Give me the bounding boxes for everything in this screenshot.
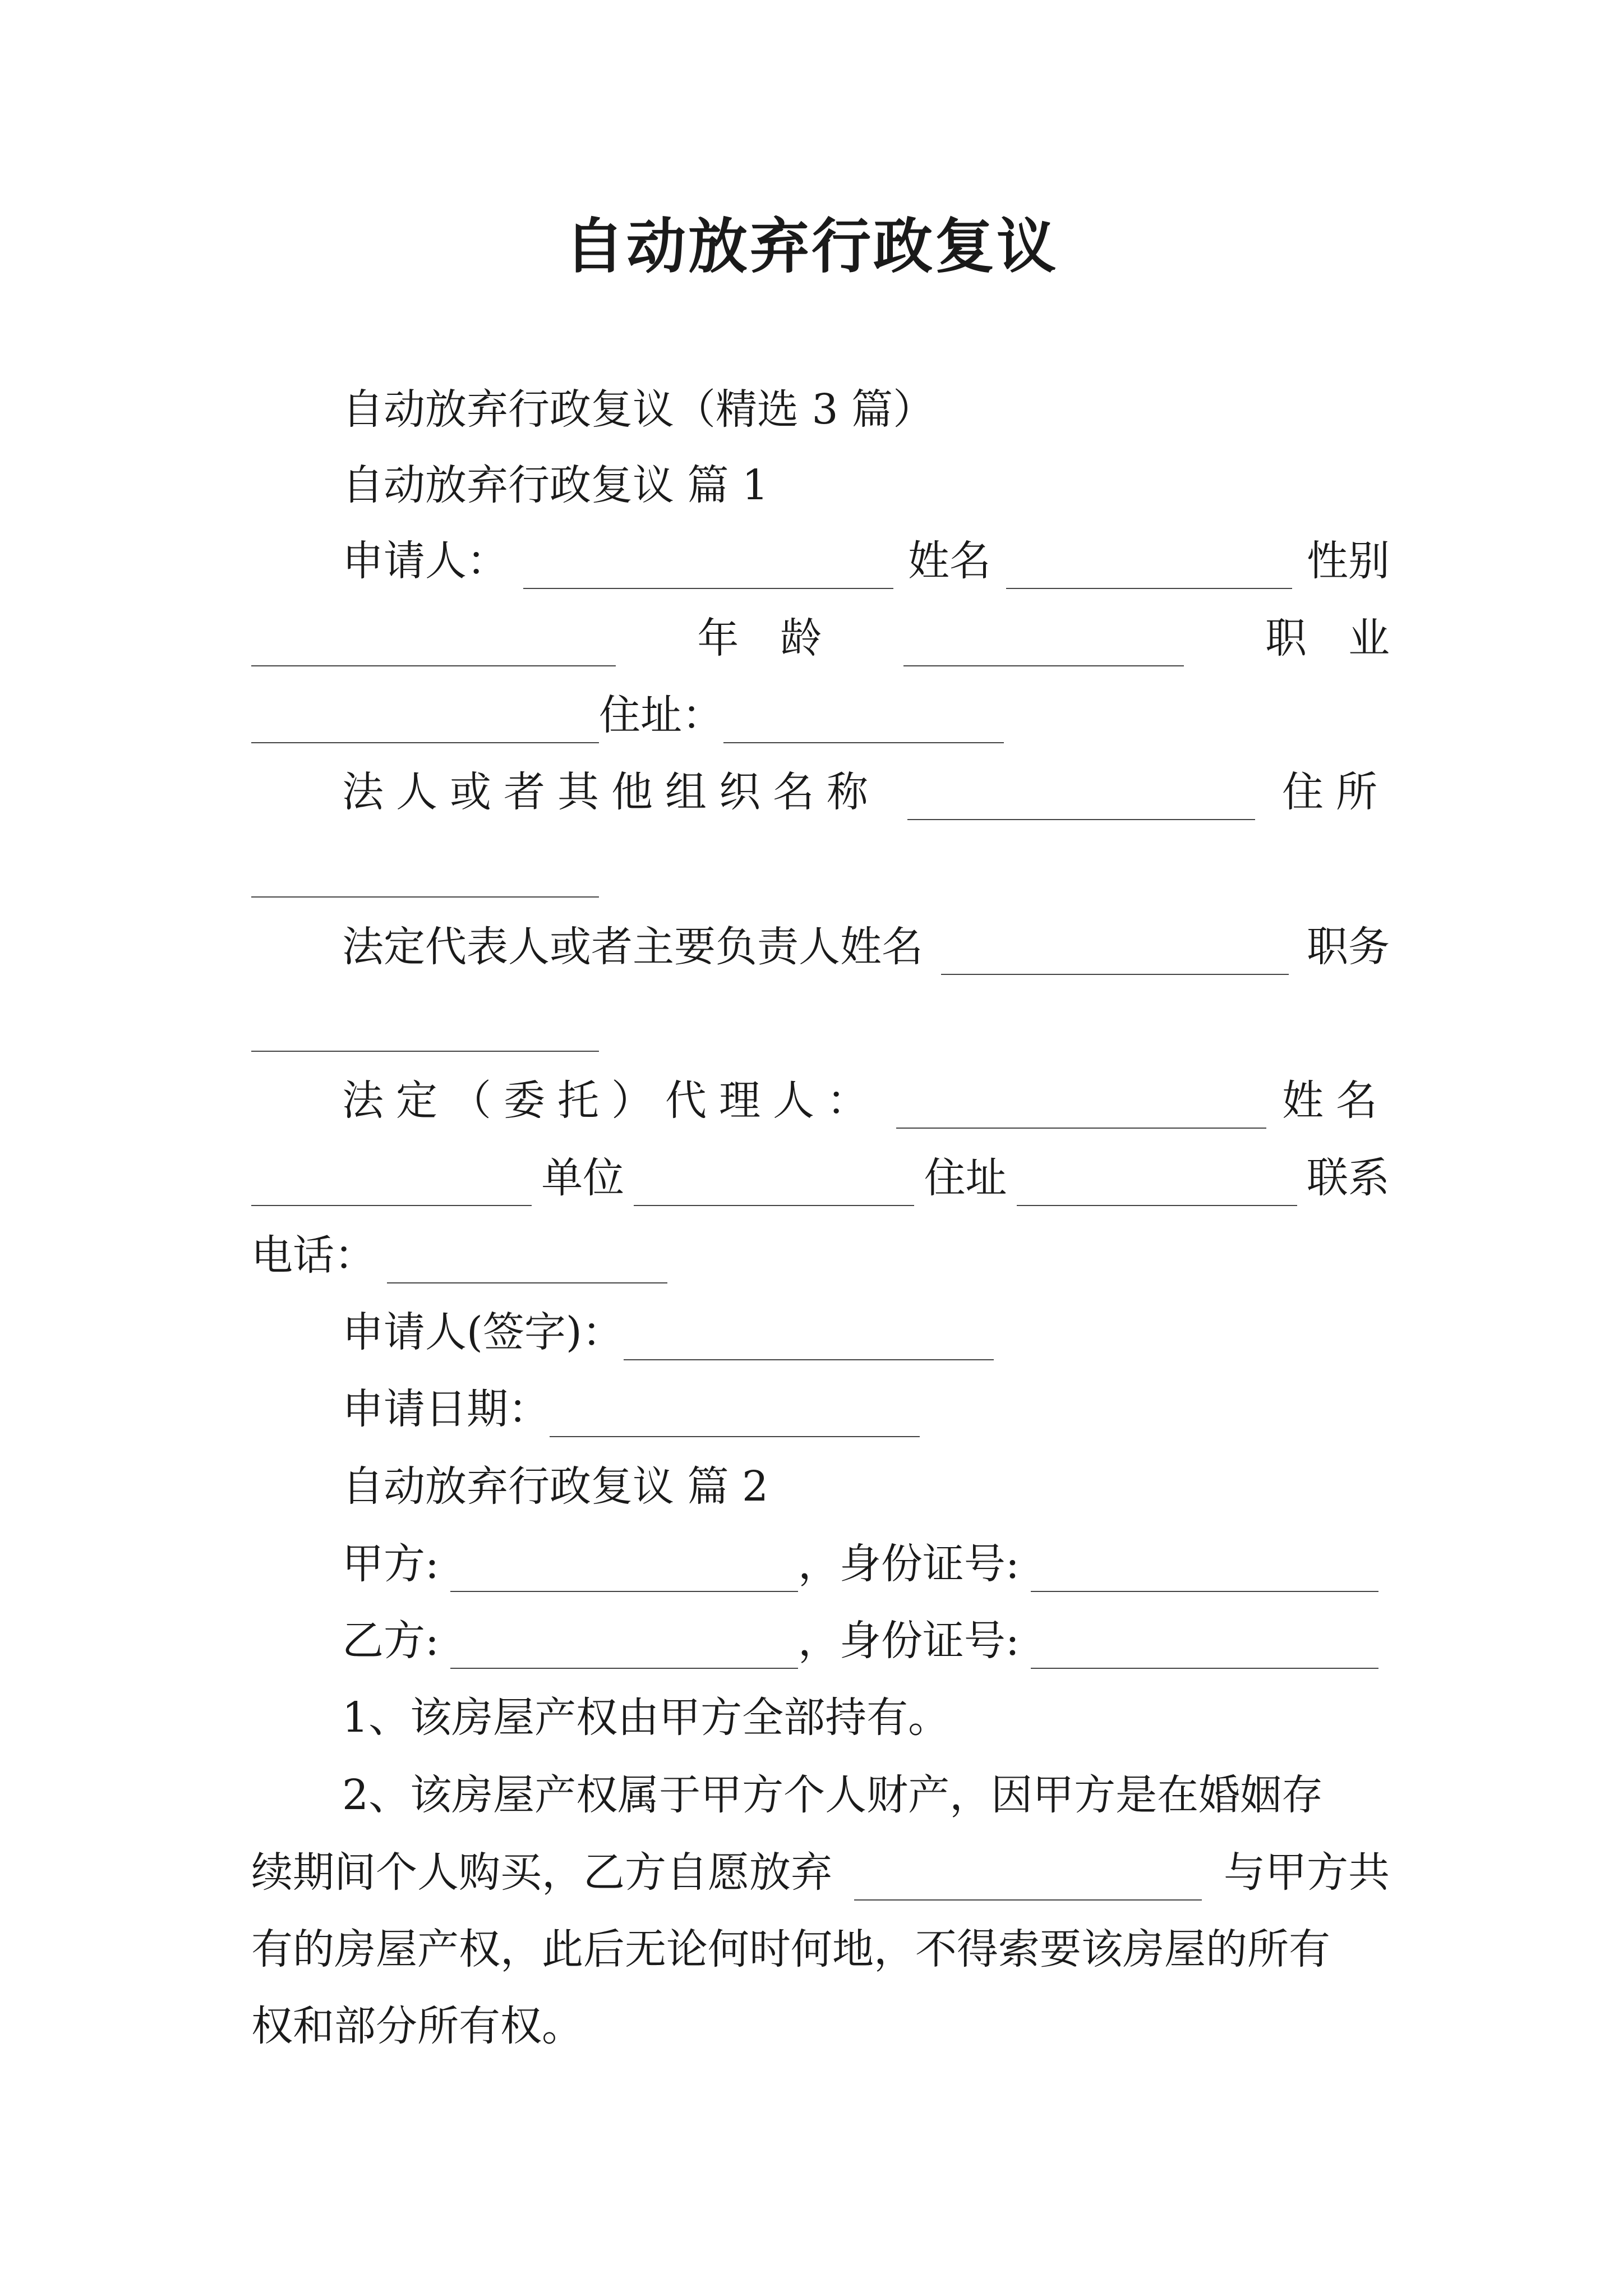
party-a-id-label: ，身份证号: xyxy=(797,1540,1020,1588)
date-blank[interactable] xyxy=(550,1397,920,1437)
date-line xyxy=(342,1381,1390,1437)
phone-line xyxy=(251,1227,1390,1283)
clause1-text: 1、该房屋产权由甲方全部持有。 xyxy=(342,1694,950,1742)
duty-line xyxy=(251,996,1390,1052)
sign-line xyxy=(342,1304,1390,1360)
sign-label: 申请人(签字)： xyxy=(342,1308,624,1356)
address2-label: 住址 xyxy=(924,1154,1007,1202)
clause2-line2a-text: 续期间个人购买，乙方自愿放弃 xyxy=(251,1848,832,1897)
party-b-label: 乙方: xyxy=(342,1617,439,1665)
duty-blank[interactable] xyxy=(251,1011,599,1052)
subtitle xyxy=(342,381,1390,438)
subtitle-text: 自动放弃行政复议（精选 3 篇） xyxy=(342,385,935,434)
clause2-blank[interactable] xyxy=(854,1860,1202,1901)
occupation-label: 职 业 xyxy=(1265,614,1390,662)
residence-line xyxy=(251,841,1390,898)
rep-line xyxy=(342,919,1390,975)
clause2-line1-text: 2、该房屋产权属于甲方个人财产，因甲方是在婚姻存 xyxy=(342,1771,1324,1819)
unit-blank[interactable] xyxy=(634,1166,914,1206)
gender-label: 性别 xyxy=(1307,537,1390,585)
part2-heading xyxy=(342,1458,1390,1515)
residence-label: 住所 xyxy=(1282,768,1390,816)
unit-label: 单位 xyxy=(541,1154,625,1202)
party-b-blank[interactable] xyxy=(450,1628,798,1669)
phone-blank[interactable] xyxy=(387,1243,667,1283)
agent-name-label: 姓名 xyxy=(1282,1076,1390,1125)
org-line xyxy=(342,764,1390,820)
address2-blank[interactable] xyxy=(1017,1166,1297,1206)
contact-label: 联系 xyxy=(1306,1154,1390,1202)
agent-blank[interactable] xyxy=(896,1088,1266,1129)
age-line xyxy=(251,610,1390,666)
duty-label: 职务 xyxy=(1307,923,1390,971)
clause2-line2b-text: 与甲方共 xyxy=(1224,1848,1390,1897)
residence-blank[interactable] xyxy=(251,857,599,898)
address-label: 住址： xyxy=(599,691,723,739)
agent-detail-line xyxy=(251,1150,1390,1206)
gender-blank[interactable] xyxy=(251,626,616,666)
sign-blank[interactable] xyxy=(624,1320,994,1360)
applicant-label: 申请人： xyxy=(342,537,508,585)
phone-label: 电话： xyxy=(251,1231,376,1280)
clause2-line1 xyxy=(342,1767,1390,1823)
rep-name-blank[interactable] xyxy=(941,935,1289,975)
date-label: 申请日期： xyxy=(342,1385,550,1433)
rep-name-label: 法定代表人或者主要负责人姓名 xyxy=(342,923,923,971)
party-a-id-blank[interactable] xyxy=(1031,1552,1378,1592)
agent-line xyxy=(342,1073,1390,1129)
age-blank[interactable] xyxy=(903,626,1184,666)
clause2-line2 xyxy=(251,1844,1390,1901)
party-b-id-label: ，身份证号: xyxy=(797,1617,1020,1665)
party-b-id-blank[interactable] xyxy=(1031,1628,1378,1669)
clause2-line3-text: 有的房屋产权，此后无论何时何地，不得索要该房屋的所有 xyxy=(251,1925,1330,1973)
clause2-line3 xyxy=(251,1921,1390,1977)
address-blank[interactable] xyxy=(723,703,1004,743)
clause2-line4 xyxy=(251,1998,1390,2054)
occupation-blank[interactable] xyxy=(251,703,599,743)
applicant-blank[interactable] xyxy=(523,549,893,589)
agent-label: 法定（委托）代理人： xyxy=(342,1076,880,1125)
part1-heading xyxy=(342,457,1390,513)
name-label: 姓名 xyxy=(908,537,991,585)
clause2-line4-text: 权和部分所有权。 xyxy=(251,2002,583,2050)
age-label: 年 龄 xyxy=(697,614,822,662)
agent-name-blank[interactable] xyxy=(251,1166,532,1206)
party-a-line xyxy=(342,1536,1390,1592)
name-blank[interactable] xyxy=(1006,549,1292,589)
party-a-blank[interactable] xyxy=(450,1552,798,1592)
part1-heading-text: 自动放弃行政复议 篇 1 xyxy=(342,461,769,509)
applicant-line xyxy=(342,533,1390,589)
party-a-label: 甲方: xyxy=(342,1540,439,1588)
part2-heading-text: 自动放弃行政复议 篇 2 xyxy=(342,1462,769,1511)
org-name-label: 法人或者其他组织名称 xyxy=(342,768,880,816)
org-name-blank[interactable] xyxy=(907,780,1255,820)
document-title: 自动放弃行政复议 xyxy=(565,212,1058,281)
party-b-line xyxy=(342,1613,1390,1669)
address-line xyxy=(251,687,1390,743)
clause1 xyxy=(342,1690,1390,1746)
